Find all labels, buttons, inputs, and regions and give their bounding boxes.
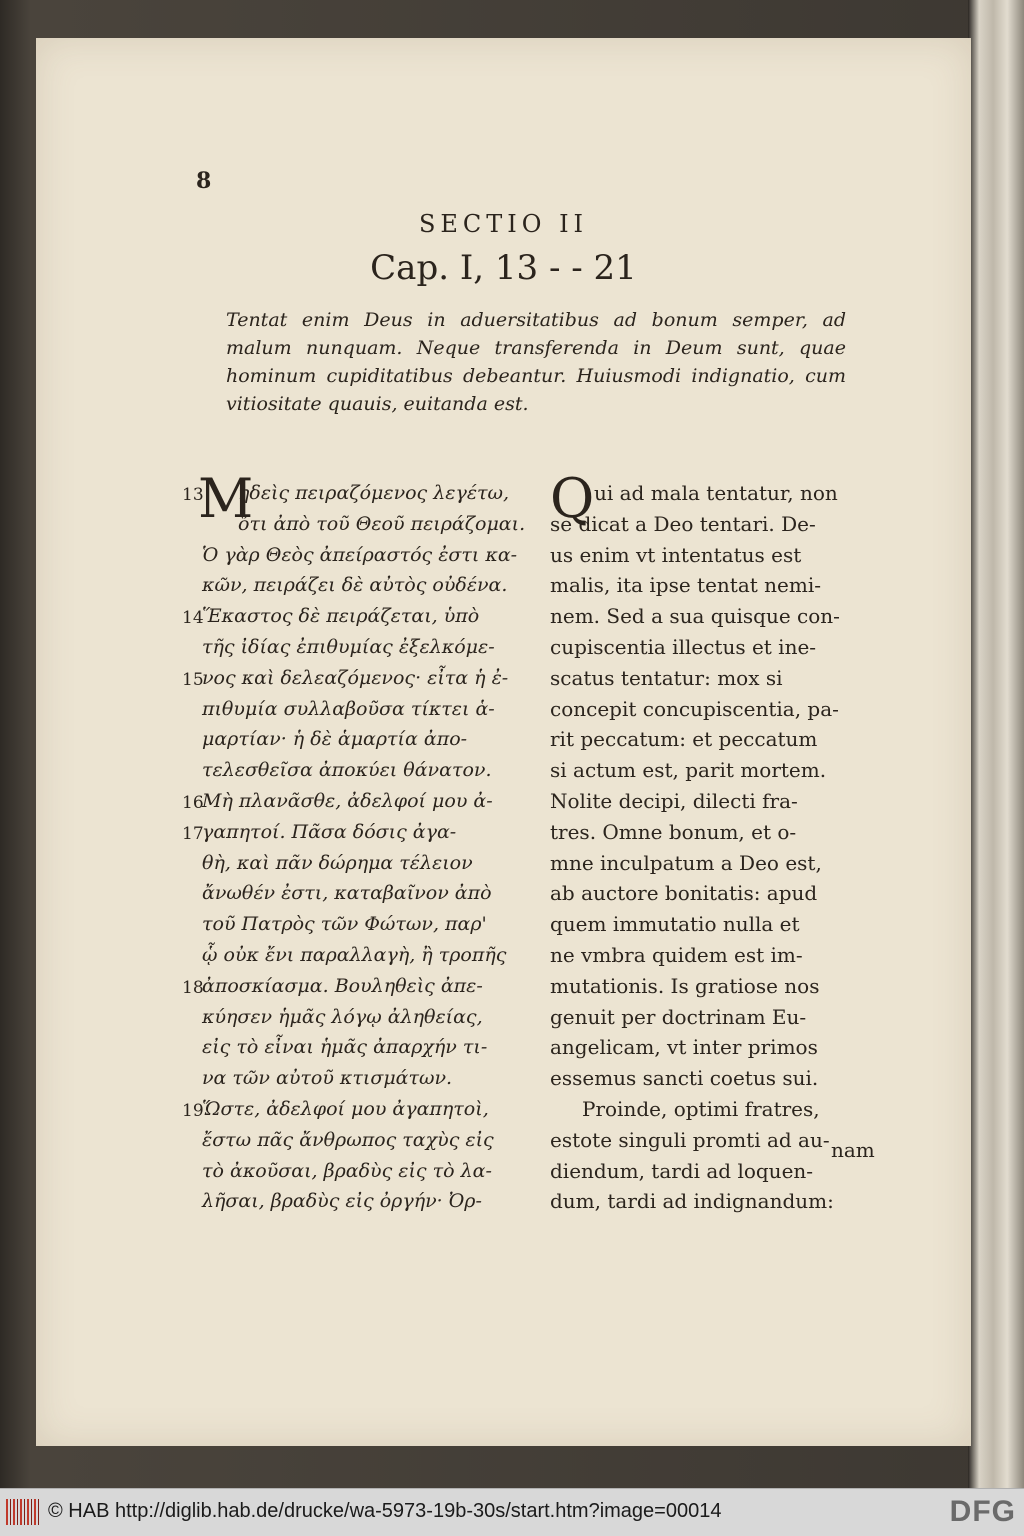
greek-line: γαπητοί. Πᾶσα δόσις ἀγα-: [202, 820, 457, 843]
greek-line: θὴ, καὶ πᾶν δώρημα τέλειον: [202, 851, 473, 874]
greek-drop-cap: M: [198, 467, 254, 530]
greek-line: ἄνωθέν ἐστι, καταβαῖνον ἀπὸ: [202, 882, 492, 905]
greek-line: τοῦ Πατρὸς τῶν Φώτων, παρ': [202, 913, 487, 936]
greek-line: κύησεν ἡμᾶς λόγῳ ἀληθείας,: [202, 1005, 483, 1028]
footer-bar: [0, 1488, 1024, 1536]
greek-line: να τῶν αὐτοῦ κτισμάτων.: [202, 1067, 453, 1090]
verse-number: 16: [182, 793, 204, 813]
verse-number: 14: [182, 608, 204, 629]
latin-line: genuit per doctrinam Eu-: [550, 1004, 807, 1029]
greek-line: ἀποσκίασμα. Βουληθεὶς ἀπε-: [202, 974, 483, 997]
latin-line: scatus tentatur: mox si: [550, 665, 783, 690]
latin-line: Proinde, optimi fratres,: [582, 1097, 820, 1121]
greek-line: ᾧ οὐκ ἔνι παραλλαγὴ, ἢ τροπῆς: [202, 944, 507, 966]
greek-line: Ἕκαστος δὲ πειράζεται, ὑπὸ: [202, 605, 480, 628]
latin-line: nem. Sed a sua quisque con-: [550, 604, 840, 629]
latin-line: dum, tardi ad indignandum:: [550, 1189, 834, 1214]
greek-line: ὅτι ἀπὸ τοῦ Θεοῦ πειράζομαι.: [238, 512, 526, 535]
latin-line: angelicam, vt inter primos: [550, 1035, 818, 1060]
greek-line: Ὁ γὰρ Θεὸς ἀπείραστός ἐστι κα-: [202, 543, 518, 566]
greek-line: τὸ ἀκοῦσαι, βραδὺς εἰς τὸ λα-: [202, 1159, 492, 1182]
chapter-heading: Cap. I, 13 - - 21: [370, 248, 637, 288]
latin-line: ne vmbra quidem est im-: [550, 943, 803, 967]
verse-number: 18: [182, 977, 204, 998]
latin-line: rit peccatum: et peccatum: [550, 727, 818, 752]
latin-line: se dicat a Deo tentari. De-: [550, 511, 816, 536]
page-number: 8: [196, 168, 212, 194]
greek-line: τῆς ἰδίας ἐπιθυμίας ἐξελκόμε-: [202, 636, 495, 658]
latin-line: cupiscentia illectus et ine-: [550, 635, 817, 659]
greek-line: τελεσθεῖσα ἀποκύει θάνατον.: [202, 759, 492, 782]
verse-number: 17: [182, 823, 204, 844]
latin-line: mne inculpatum a Deo est,: [550, 850, 822, 875]
latin-line: mutationis. Is gratiose nos: [550, 973, 820, 998]
latin-line: diendum, tardi ad loquen-: [550, 1158, 814, 1183]
greek-line: Ὥστε, ἀδελφοί μου ἀγαπητοὶ,: [202, 1098, 489, 1120]
latin-line: Nolite decipi, dilecti fra-: [550, 789, 798, 813]
next-page-edge: [968, 0, 1024, 1488]
book-page: [36, 38, 971, 1446]
greek-line: λῆσαι, βραδὺς εἰς ὀργήν· Ὀρ-: [202, 1190, 482, 1213]
latin-line: us enim vt intentatus est: [550, 542, 802, 567]
greek-line: εἰς τὸ εἶναι ἡμᾶς ἀπαρχήν τι-: [202, 1036, 488, 1059]
latin-line: quem immutatio nulla et: [550, 912, 800, 937]
greek-line: Μὴ πλανᾶσθε, ἀδελφοί μου ἀ-: [202, 790, 493, 812]
verse-number: 13: [182, 485, 204, 505]
latin-line: si actum est, parit mortem.: [550, 758, 827, 783]
latin-drop-cap: Q: [550, 467, 595, 530]
verse-number: 19: [182, 1101, 204, 1121]
latin-line: concepit concupiscentia, pa-: [550, 696, 839, 721]
latin-line: essemus sancti coetus sui.: [550, 1066, 819, 1091]
catchword: nam: [831, 1138, 875, 1162]
latin-line: malis, ita ipse tentat nemi-: [550, 573, 821, 598]
greek-line: νος καὶ δελεαζόμενος· εἶτα ἡ ἐ-: [202, 666, 509, 689]
barcode-icon: [6, 1499, 40, 1525]
latin-line: ui ad mala tentatur, non: [594, 481, 838, 505]
copyright-url[interactable]: © HAB http://diglib.hab.de/drucke/wa-5973-19b-30s/start.htm?image=00014: [48, 1500, 722, 1522]
dfg-logo: DFG: [949, 1495, 1016, 1528]
latin-line: ab auctore bonitatis: apud: [550, 881, 818, 906]
latin-line: tres. Omne bonum, et o-: [550, 819, 797, 844]
greek-line: ἔστω πᾶς ἄνθρωπος ταχὺς εἰς: [202, 1128, 494, 1151]
greek-line: μαρτίαν· ἡ δὲ ἁμαρτία ἀπο-: [202, 728, 468, 751]
greek-line: ηδεὶς πειραζόμενος λεγέτω,: [238, 482, 510, 504]
verse-number: 15: [182, 669, 204, 690]
greek-line: πιθυμία συλλαβοῦσα τίκτει ἁ-: [202, 697, 495, 720]
section-heading: SECTIO II: [418, 210, 589, 238]
greek-line: κῶν, πειράζει δὲ αὐτὸς οὐδένα.: [202, 574, 508, 597]
chapter-summary: Tentat enim Deus in aduersitatibus ad bonum semper, ad malum nunquam. Neque transferenda in Deum sunt, quae hominum cupiditatibus debeantur. Huiusmodi indignatio, cum vitiositate quauis, euitanda est.: [226, 309, 846, 415]
latin-line: estote singuli promti ad au-: [550, 1127, 830, 1152]
